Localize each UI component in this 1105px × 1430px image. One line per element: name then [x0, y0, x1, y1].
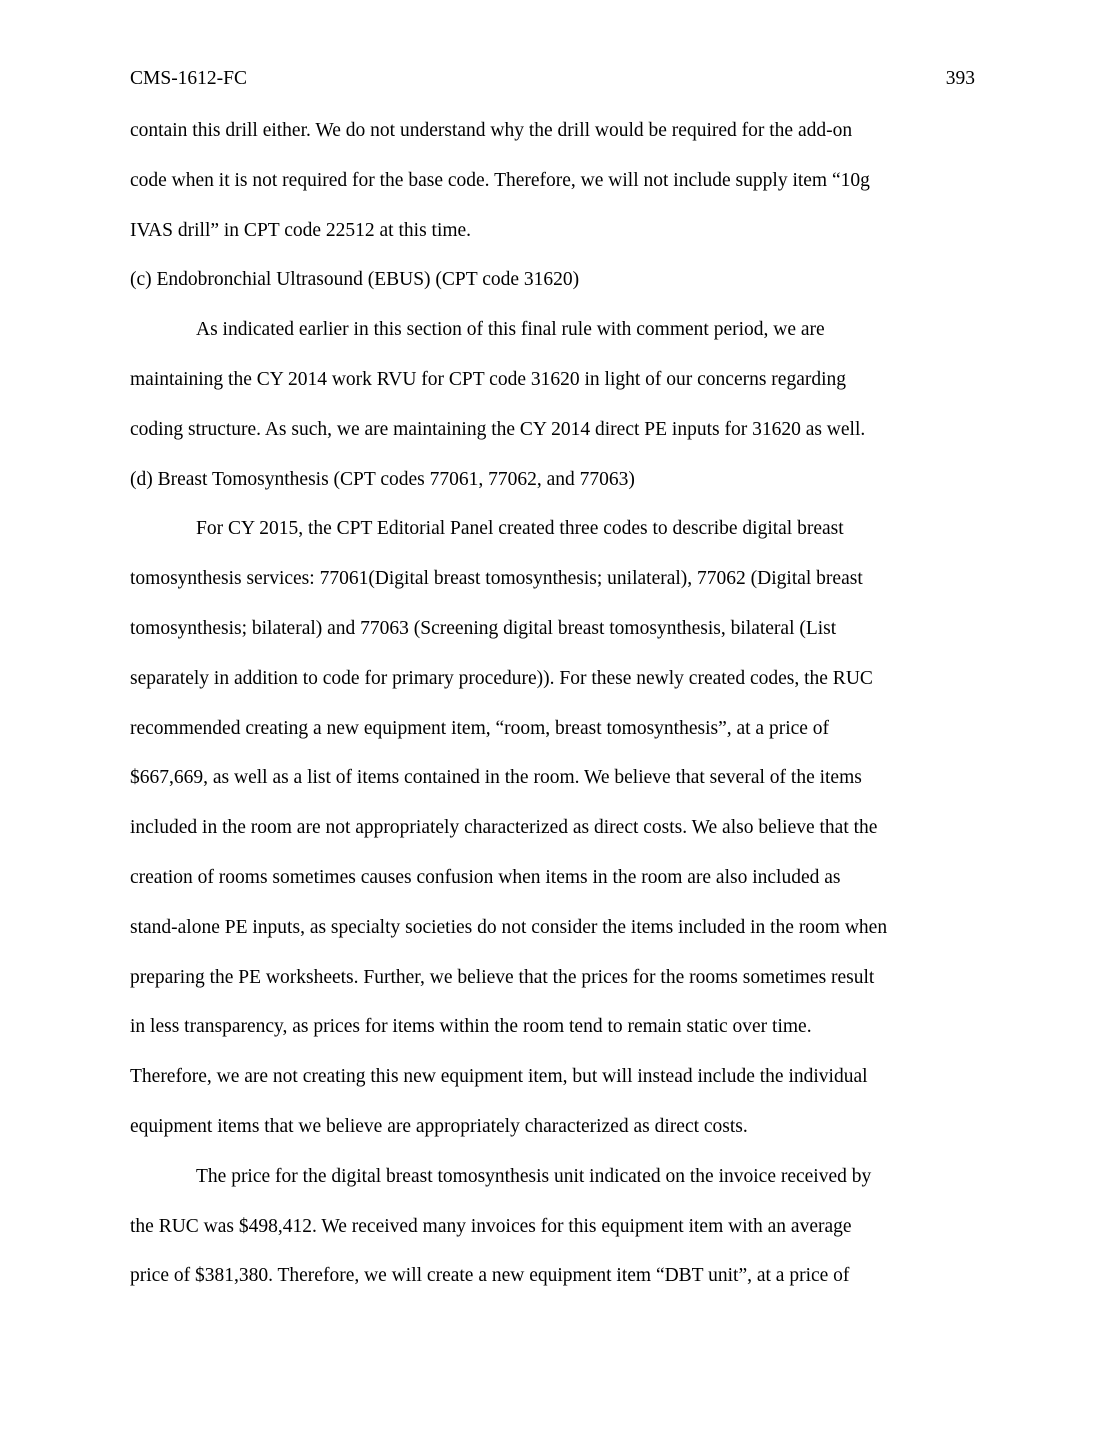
page-header	[130, 66, 975, 92]
text-line: $667,669, as well as a list of items contained in the room. We believe that several of the items	[130, 767, 862, 789]
page-number: 393	[945, 68, 975, 89]
text-line: included in the room are not appropriately characterized as direct costs. We also believe that the	[130, 817, 878, 839]
text-line: price of $381,380. Therefore, we will create a new equipment item “DBT unit”, at a price of	[130, 1265, 850, 1287]
text-line: (d) Breast Tomosynthesis (CPT codes 77061, 77062, and 77063)	[130, 468, 635, 490]
text-line: the RUC was $498,412. We received many invoices for this equipment item with an average	[130, 1215, 852, 1237]
text-line: (c) Endobronchial Ultrasound (EBUS) (CPT code 31620)	[130, 269, 580, 291]
text-line: preparing the PE worksheets. Further, we believe that the prices for the rooms sometimes result	[130, 966, 875, 988]
text-line: contain this drill either. We do not understand why the drill would be required for the add-on	[130, 120, 853, 141]
text-line: separately in addition to code for primary procedure)). For these newly created codes, the RUC	[130, 667, 873, 689]
text-line: code when it is not required for the base code. Therefore, we will not include supply item “10g	[130, 169, 870, 191]
document-id: CMS-1612-FC	[130, 68, 248, 89]
text-line: tomosynthesis services: 77061(Digital breast tomosynthesis; unilateral), 77062 (Digital breast	[130, 568, 863, 590]
text-line: stand-alone PE inputs, as specialty societies do not consider the items included in the room when	[130, 916, 888, 938]
text-line: maintaining the CY 2014 work RVU for CPT code 31620 in light of our concerns regarding	[130, 368, 847, 390]
text-line: tomosynthesis; bilateral) and 77063 (Screening digital breast tomosynthesis, bilateral (List	[130, 617, 837, 639]
document-body	[130, 118, 976, 1313]
text-line: As indicated earlier in this section of this final rule with comment period, we are	[196, 319, 825, 341]
text-line: For CY 2015, the CPT Editorial Panel created three codes to describe digital breast	[196, 518, 844, 540]
text-line: The price for the digital breast tomosynthesis unit indicated on the invoice received by	[196, 1165, 872, 1187]
text-line: in less transparency, as prices for items within the room tend to remain static over time.	[130, 1016, 812, 1038]
text-line: coding structure. As such, we are maintaining the CY 2014 direct PE inputs for 31620 as well.	[130, 418, 866, 440]
text-line: recommended creating a new equipment item, “room, breast tomosynthesis”, at a price of	[130, 717, 830, 739]
text-line: equipment items that we believe are appropriately characterized as direct costs.	[130, 1115, 748, 1137]
text-line: IVAS drill” in CPT code 22512 at this time.	[130, 219, 472, 241]
text-line: Therefore, we are not creating this new equipment item, but will instead include the individual	[130, 1066, 868, 1088]
text-line: creation of rooms sometimes causes confusion when items in the room are also included as	[130, 866, 841, 888]
